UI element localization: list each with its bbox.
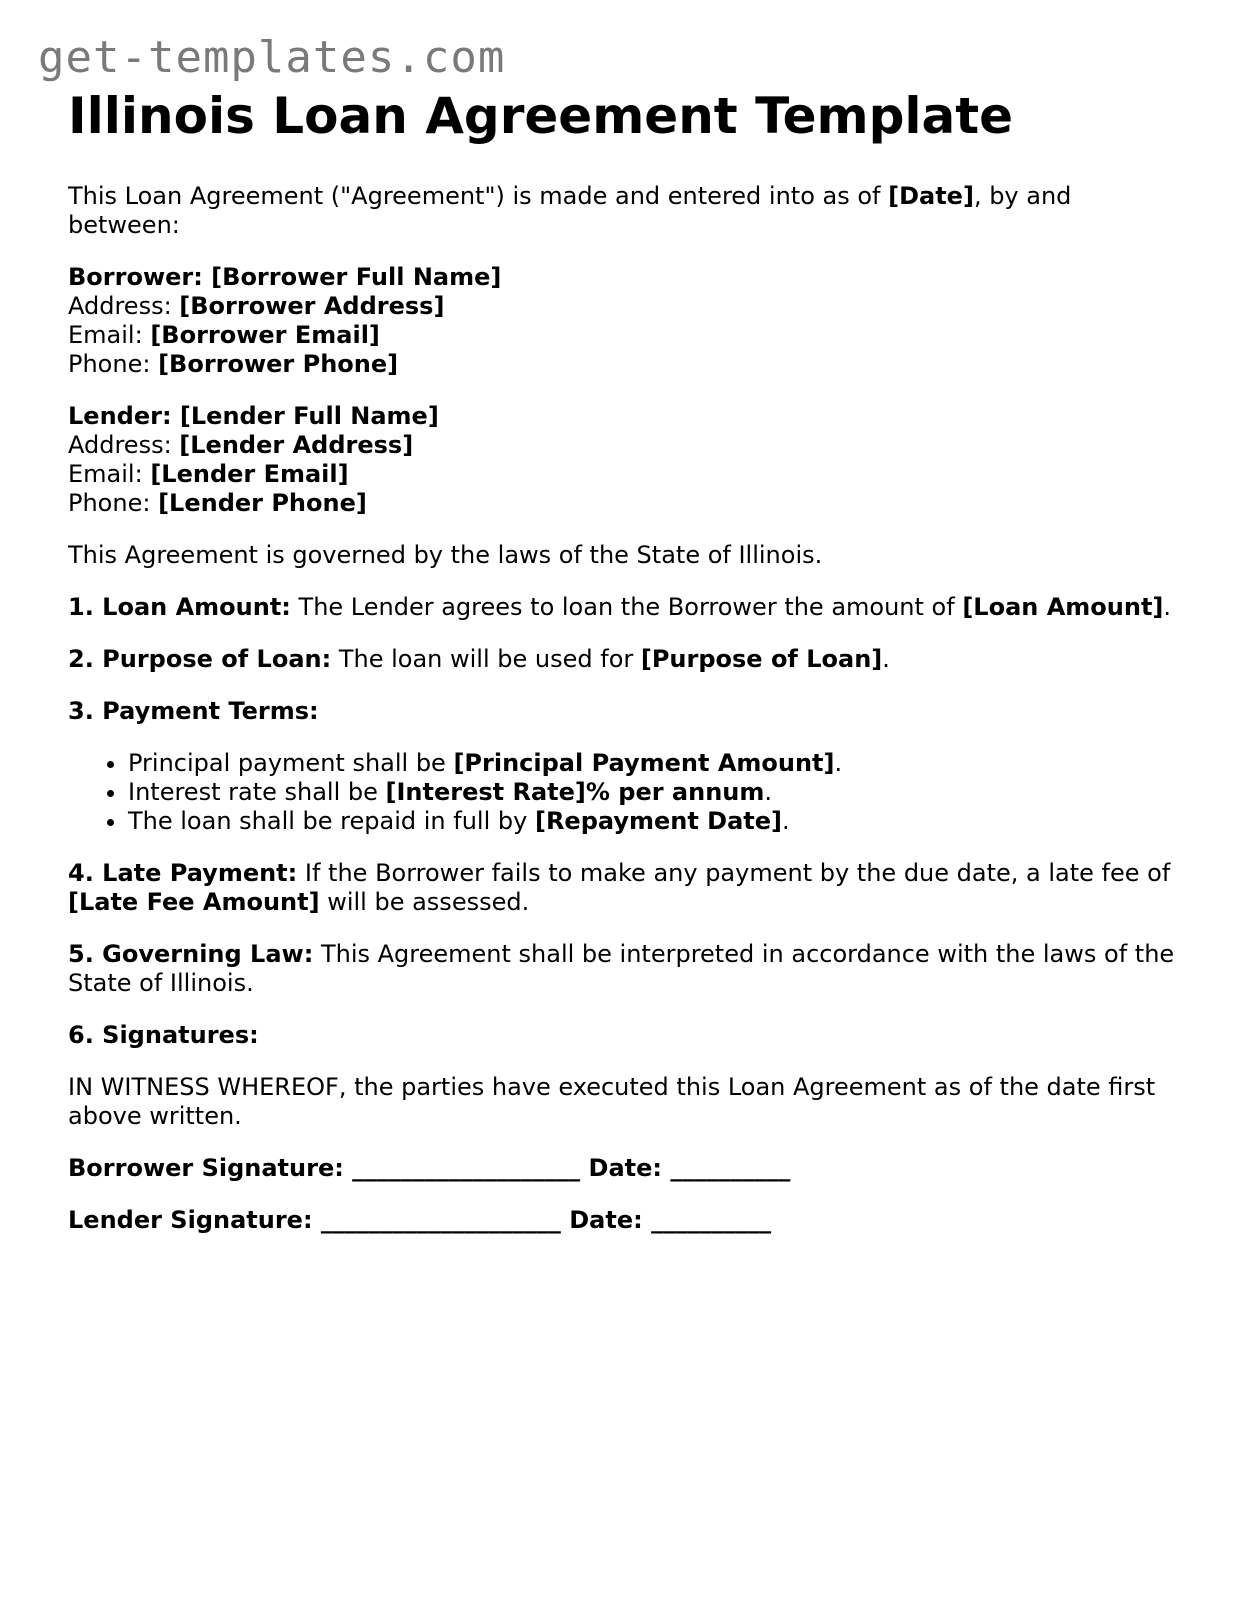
list-item-value: [Principal Payment Amount] [453,749,835,777]
page-title: Illinois Loan Agreement Template [68,87,1014,145]
intro-paragraph [68,182,1188,240]
section-purpose-text: The loan will be used for [331,645,641,673]
list-item-value: [Repayment Date] [534,807,783,835]
borrower-block [68,263,1188,379]
section-late-payment-heading: 4. Late Payment: [68,859,298,887]
list-item [128,807,1188,836]
section-loan-amount-value: [Loan Amount] [962,593,1164,621]
list-item-end: . [782,807,790,835]
section-loan-amount-end: . [1163,593,1172,621]
borrower-phone-label: Phone: [68,350,159,378]
borrower-label: Borrower: [Borrower Full Name] [68,263,502,291]
intro-text: This Loan Agreement ("Agreement") is made and entered into as of [68,182,889,210]
section-signatures-heading: 6. Signatures: [68,1021,259,1049]
section-payment-terms-heading: 3. Payment Terms: [68,697,319,725]
borrower-phone: [Borrower Phone] [158,350,399,378]
watermark: get-templates.com [38,32,506,83]
lender-email: [Lender Email] [150,460,349,488]
section-purpose [68,645,1188,674]
section-purpose-heading: 2. Purpose of Loan: [68,645,332,673]
intro-text-end: , by and between: [68,182,1072,239]
lender-block [68,402,1188,518]
section-late-payment-value: [Late Fee Amount] [68,888,320,916]
section-loan-amount-heading: 1. Loan Amount: [68,593,291,621]
governed-statement: This Agreement is governed by the laws of the State of Illinois. [68,541,823,569]
lender-signature-text: Lender Signature: ____________________ Date: __________ [68,1206,772,1234]
list-item-text: Principal payment shall be [128,749,454,777]
borrower-signature-text: Borrower Signature: ___________________ Date: __________ [68,1154,791,1182]
section-governing-law [68,940,1188,998]
lender-label: Lender: [Lender Full Name] [68,402,439,430]
list-item-text: Interest rate shall be [128,778,386,806]
section-late-payment [68,859,1188,917]
document-body [68,86,1188,1258]
section-governing-law-heading: 5. Governing Law: [68,940,314,968]
borrower-address-label: Address: [68,292,180,320]
section-late-payment-text: If the Borrower fails to make any payment by the due date, a late fee of [297,859,1171,887]
lender-address: [Lender Address] [179,431,414,459]
witness-statement: IN WITNESS WHEREOF, the parties have executed this Loan Agreement as of the date first above written. [68,1073,1156,1130]
section-purpose-value: [Purpose of Loan] [640,645,883,673]
section-loan-amount-text: The Lender agrees to loan the Borrower the amount of [290,593,963,621]
payment-terms-list [68,749,1188,836]
list-item-end: . [834,749,843,777]
lender-address-label: Address: [68,431,180,459]
section-late-payment-end: will be assessed. [319,888,530,916]
borrower-signature-line[interactable] [68,1154,1188,1183]
list-item-end: . [764,778,773,806]
borrower-address: [Borrower Address] [179,292,445,320]
section-purpose-end: . [882,645,890,673]
borrower-email: [Borrower Email] [150,321,380,349]
section-governing-law-text: This Agreement shall be interpreted in accordance with the laws of the State of Illinois. [68,940,1175,997]
section-payment-terms [68,697,1188,726]
section-loan-amount [68,593,1188,622]
lender-signature-line[interactable] [68,1206,1188,1235]
intro-date: [Date] [888,182,974,210]
list-item-value: [Interest Rate]% per annum [385,778,765,806]
lender-phone-label: Phone: [68,489,159,517]
lender-phone: [Lender Phone] [158,489,367,517]
list-item [128,749,1188,778]
borrower-email-label: Email: [68,321,151,349]
section-signatures [68,1021,1188,1050]
list-item-text: The loan shall be repaid in full by [128,807,535,835]
list-item [128,778,1188,807]
lender-email-label: Email: [68,460,151,488]
